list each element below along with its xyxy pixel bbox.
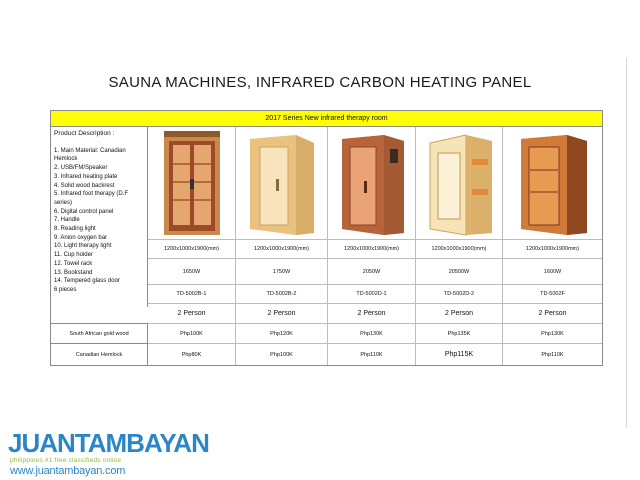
description-item: 6 pieces [54, 286, 77, 293]
logo-tagline: philippines #1 free classifieds online [10, 457, 122, 464]
capacity-cell: 2 Person [236, 303, 328, 323]
model-cell: TD-5002D-2 [416, 284, 503, 303]
sauna-cabin-image [338, 129, 408, 237]
capacity-cell: 2 Person [148, 303, 236, 323]
size-cell: 1200x1000x1900(mm) [416, 239, 503, 258]
description-item: 3. Infrared heating plate [54, 173, 118, 180]
power-cell: 2050W [328, 258, 416, 284]
product-photo-cell [236, 127, 328, 239]
product-photo-cell [328, 127, 416, 239]
description-heading: Product Description : [54, 130, 115, 137]
model-cell: TD-5002D-1 [328, 284, 416, 303]
price-row-label-gold-wood: South African gold wood [51, 323, 148, 343]
price-cell: Php100K [148, 323, 236, 343]
description-item: 1. Main Material: Canadian [54, 147, 126, 154]
price-cell: Php110K [503, 343, 602, 365]
price-cell: Php100K [236, 343, 328, 365]
description-item: 4. Solid wood backrest [54, 182, 115, 189]
page-edge-divider [626, 58, 627, 428]
logo-wordmark [8, 428, 209, 458]
description-item: 8. Reading light [54, 226, 96, 233]
logo-part-1: JUANT [8, 428, 88, 458]
description-item: 11. Cup holder [54, 252, 93, 259]
description-item: series) [54, 199, 73, 206]
description-item: 2. USB/FM/Speaker [54, 165, 108, 172]
capacity-cell: 2 Person [503, 303, 602, 323]
product-photo-cell [148, 127, 236, 239]
page-title: SAUNA MACHINES, INFRARED CARBON HEATING PANEL [108, 74, 532, 91]
sauna-cabin-image [424, 129, 496, 237]
juantambayan-logo [8, 428, 209, 477]
description-item: 5. Infrared foot therapy (D.F [54, 191, 129, 198]
description-item: 13. Bookstand [54, 269, 93, 276]
sauna-cabin-image [162, 129, 222, 237]
description-item: 7. Handle [54, 217, 80, 224]
power-cell: 20500W [416, 258, 503, 284]
size-cell: 1200x1000x1900(mm) [328, 239, 416, 258]
description-item: Hemlock [54, 156, 78, 163]
capacity-cell: 2 Person [416, 303, 503, 323]
price-cell: Php135K [416, 323, 503, 343]
power-cell: 1750W [236, 258, 328, 284]
product-sheet [50, 110, 603, 366]
model-cell: TD-5002B-1 [148, 284, 236, 303]
size-cell: 1200x1000x1900mm) [503, 239, 602, 258]
price-cell: Php115K [416, 343, 503, 365]
model-cell: TD-5002F [503, 284, 602, 303]
capacity-cell: 2 Person [328, 303, 416, 323]
description-item: 9. Anion oxygen bar [54, 234, 108, 241]
price-cell: Php130K [328, 323, 416, 343]
description-item: 6. Digital control panel [54, 208, 114, 215]
description-item: 14. Tempered glass door [54, 278, 120, 285]
product-photo-cell [503, 127, 602, 239]
price-cell: Php80K [148, 343, 236, 365]
price-cell: Php110K [328, 343, 416, 365]
logo-url: www.juantambayan.com [10, 465, 126, 477]
product-photo-cell [416, 127, 503, 239]
logo-part-2: AMBAYAN [87, 428, 209, 458]
sauna-cabin-image [515, 129, 591, 237]
price-cell: Php120K [236, 323, 328, 343]
sauna-cabin-image [246, 129, 318, 237]
series-banner: 2017 Series New infrared therapy room [51, 111, 602, 127]
description-item: 10. Light therapy light [54, 243, 112, 250]
size-cell: 1200x1000x1900(mm) [236, 239, 328, 258]
model-cell: TD-5002B-2 [236, 284, 328, 303]
power-cell: 1650W [148, 258, 236, 284]
product-description [51, 127, 148, 307]
price-cell: Php130K [503, 323, 602, 343]
power-cell: 1600W [503, 258, 602, 284]
description-item: 12. Towel rack [54, 260, 93, 267]
price-row-label-hemlock: Canadian Hemlock [51, 343, 148, 365]
size-cell: 1200x1000x1900(mm) [148, 239, 236, 258]
